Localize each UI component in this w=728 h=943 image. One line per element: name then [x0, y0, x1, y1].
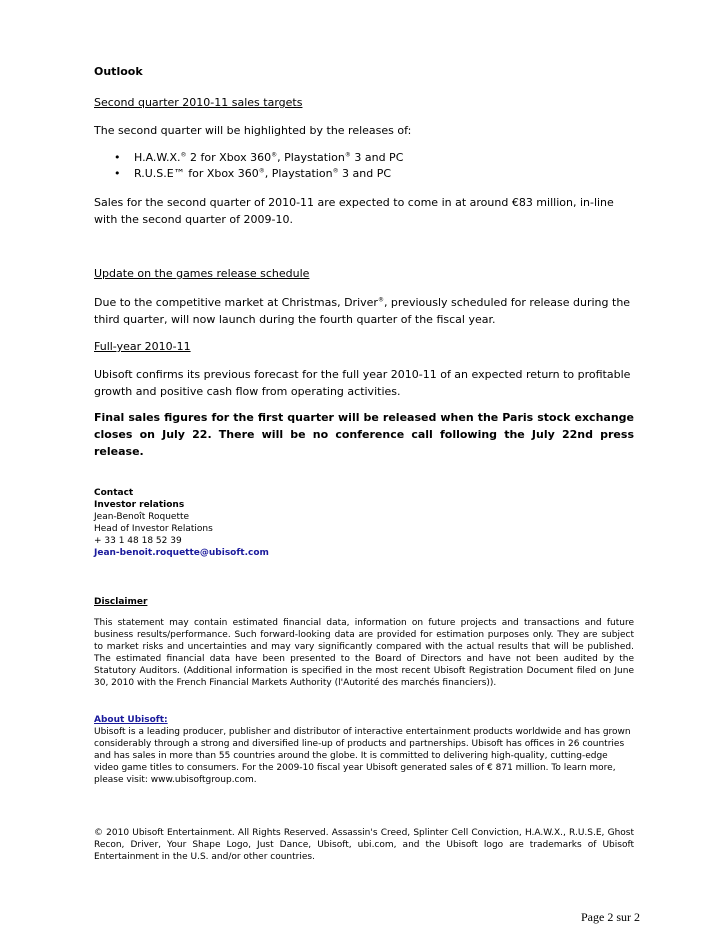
release-title: H.A.W.X. — [134, 151, 181, 164]
release-list — [94, 150, 634, 182]
release-platform: , Playstation — [264, 167, 333, 180]
release-platform: , Playstation — [277, 151, 345, 164]
fullyear-text: Ubisoft confirms its previous forecast for the full year 2010-11 of an expected return to profitable growth and positive cash flow from operating activities. — [94, 368, 631, 398]
release-title: R.U.S.E™ for Xbox 360 — [134, 167, 259, 180]
registered-mark: ® — [344, 151, 351, 159]
contact-block — [94, 487, 634, 559]
q2-targets-heading: Second quarter 2010-11 sales targets — [94, 96, 303, 109]
list-item — [94, 166, 634, 182]
disclaimer-text: This statement may contain estimated financial data, information on future projects and transactions and future business results/performance. Such forward-looking data are provided for estimation purposes only. They are subject to market risks and uncertainties and may vary significantly compared with the actual results that will be published. The estimated financial data have been presented to the Board of Directors and have not been audited by the Statutory Auditors. (Additional information is specified in the most recent Ubisoft Registration Document filed on June 30, 2010 with the French Financial Markets Authority (l'Autorité des marchés financiers)). — [94, 618, 634, 688]
contact-name: Jean-Benoît Roquette — [94, 512, 190, 522]
contact-title: Head of Investor Relations — [94, 524, 213, 534]
bullet-icon: • — [114, 167, 121, 180]
disclaimer-heading: Disclaimer — [94, 597, 148, 607]
registered-mark: ® — [377, 296, 384, 304]
schedule-text-part: Due to the competitive market at Christmas, Driver — [94, 296, 378, 309]
q2-sales-text: Sales for the second quarter of 2010-11 are expected to come in at around €83 million, in-line with the second quarter of 2009-10. — [94, 196, 614, 226]
about-text: Ubisoft is a leading producer, publisher and distributor of interactive entertainment products worldwide and has grown considerably through a strong and diversified line-up of products and partnerships. Ubisoft has offices in 26 countries and has sales in more than 55 countries around the globe. It is committed to delivering high-quality, cutting-edge video game titles to consumers. For the 2009-10 fiscal year Ubisoft generated sales of € 871 million. To learn more, please visit: www.ubisoftgroup.com. — [94, 727, 631, 785]
release-platform: 3 and PC — [338, 167, 392, 180]
about-heading: About Ubisoft: — [94, 715, 168, 725]
list-item — [94, 150, 634, 166]
schedule-text — [94, 294, 634, 328]
registered-mark: ® — [258, 167, 265, 175]
contact-department: Investor relations — [94, 500, 185, 510]
schedule-heading: Update on the games release schedule — [94, 267, 310, 280]
release-note: Final sales figures for the first quarter will be released when the Paris stock exchange closes on July 22. There will be no conference call following the July 22nd press release. — [94, 411, 634, 458]
contact-heading: Contact — [94, 488, 134, 498]
registered-mark: ® — [332, 167, 339, 175]
registered-mark: ® — [271, 151, 278, 159]
copyright-text: © 2010 Ubisoft Entertainment. All Rights Reserved. Assassin's Creed, Splinter Cell Conviction, H.A.W.X., R.U.S.E, Ghost Recon, Driver, Your Shape Logo, Just Dance, Ubisoft, ubi.com, and the Ubisoft logo are trademarks of Ubisoft Entertainment in the U.S. and/or other countries. — [94, 828, 634, 862]
release-platform: 3 and PC — [350, 151, 404, 164]
release-platform: 2 for Xbox 360 — [186, 151, 272, 164]
fullyear-heading: Full-year 2010-11 — [94, 340, 191, 353]
outlook-heading: Outlook — [94, 65, 143, 78]
page-number: Page 2 sur 2 — [581, 910, 640, 924]
schedule-text-part: , previously scheduled for release during the third quarter, will now launch during the fourth quarter of the fiscal year. — [94, 296, 631, 326]
q2-intro-text: The second quarter will be highlighted by the releases of: — [94, 124, 412, 137]
registered-mark: ® — [180, 151, 187, 159]
document-page — [94, 0, 634, 943]
bullet-icon: • — [114, 151, 121, 164]
contact-email-link[interactable]: Jean-benoit.roquette@ubisoft.com — [94, 548, 269, 558]
contact-phone: + 33 1 48 18 52 39 — [94, 536, 182, 546]
